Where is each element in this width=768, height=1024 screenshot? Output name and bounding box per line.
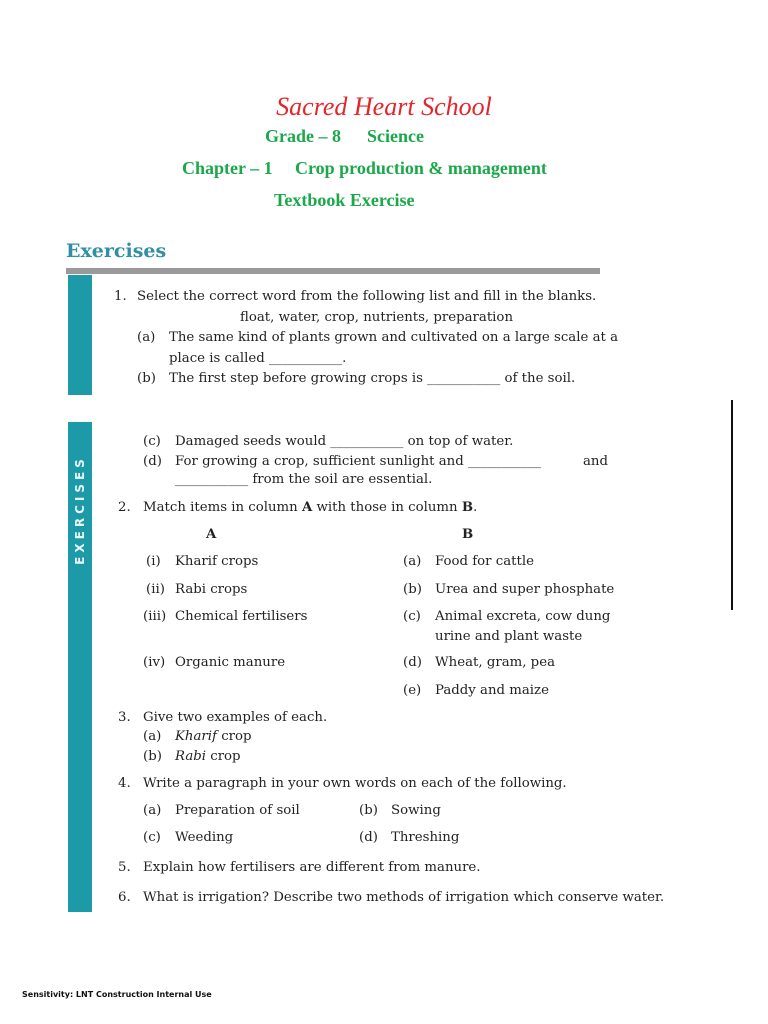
match-left-label: (i) bbox=[146, 554, 161, 569]
match-left-text: Organic manure bbox=[175, 655, 286, 670]
sidebar-label-wrap bbox=[68, 430, 92, 590]
q5-text: Explain how fertilisers are different from manure. bbox=[143, 860, 481, 875]
match-right-text-cont: urine and plant waste bbox=[435, 629, 583, 644]
match-left-label: (ii) bbox=[146, 582, 165, 597]
match-right-label: (b) bbox=[403, 582, 422, 597]
match-right-label: (d) bbox=[403, 655, 422, 670]
q3a-text bbox=[175, 730, 252, 743]
q4-number: 4. bbox=[118, 776, 131, 791]
grade: Grade – 8 bbox=[265, 126, 341, 146]
q4-item-text: Threshing bbox=[391, 830, 460, 845]
subject: Science bbox=[367, 126, 424, 146]
q1a-line2: place is called ___________. bbox=[169, 351, 347, 366]
match-right-text: Food for cattle bbox=[435, 554, 534, 569]
q2-text bbox=[143, 501, 477, 514]
q4-item-label: (a) bbox=[143, 803, 162, 818]
q2-text-mid: with those in column bbox=[312, 500, 462, 515]
column-b-header: B bbox=[462, 527, 474, 542]
q3b-text bbox=[175, 750, 241, 763]
section-title: Exercises bbox=[66, 240, 167, 262]
q5-number: 5. bbox=[118, 860, 131, 875]
margin-line bbox=[731, 400, 733, 610]
q3b-label: (b) bbox=[143, 749, 162, 764]
q1d-label: (d) bbox=[143, 454, 162, 469]
q3b-italic: Rabi bbox=[175, 749, 207, 764]
q1b-label: (b) bbox=[137, 371, 156, 386]
q2-number: 2. bbox=[118, 500, 131, 515]
q2-col-a: A bbox=[301, 500, 313, 515]
match-right-text: Urea and super phosphate bbox=[435, 582, 615, 597]
q1d-line2: ___________ from the soil are essential. bbox=[175, 472, 433, 487]
chapter-title: Crop production & management bbox=[295, 158, 547, 178]
q1c-label: (c) bbox=[143, 434, 161, 449]
school-name: Sacred Heart School bbox=[276, 92, 492, 121]
q1b-text: The first step before growing crops is ___________ of the soil. bbox=[169, 371, 576, 386]
q4-item-text: Preparation of soil bbox=[175, 803, 300, 818]
section-rule bbox=[66, 268, 600, 274]
q1-number: 1. bbox=[114, 289, 127, 304]
q3b-rest: crop bbox=[206, 749, 241, 764]
match-left-label: (iv) bbox=[143, 655, 166, 670]
match-right-label: (a) bbox=[403, 554, 422, 569]
q2-text-pre: Match items in column bbox=[143, 500, 302, 515]
q6-number: 6. bbox=[118, 890, 131, 905]
q1a-line1: The same kind of plants grown and cultivated on a large scale at a bbox=[169, 330, 618, 345]
exercise-type: Textbook Exercise bbox=[274, 190, 415, 210]
match-left-text: Kharif crops bbox=[175, 554, 259, 569]
q2-text-post: . bbox=[473, 500, 478, 515]
q4-item-label: (d) bbox=[359, 830, 378, 845]
match-left-text: Rabi crops bbox=[175, 582, 248, 597]
q3-text: Give two examples of each. bbox=[143, 710, 328, 725]
q1-text: Select the correct word from the following list and fill in the blanks. bbox=[137, 289, 597, 304]
sidebar-bar-top bbox=[68, 275, 92, 395]
match-left-label: (iii) bbox=[143, 609, 167, 624]
q4-item-text: Weeding bbox=[175, 830, 234, 845]
sidebar-label: EXERCISES bbox=[73, 455, 88, 565]
q6-text: What is irrigation? Describe two methods of irrigation which conserve water. bbox=[143, 890, 665, 905]
column-a-header: A bbox=[206, 527, 217, 542]
q4-item-text: Sowing bbox=[391, 803, 441, 818]
match-right-text: Animal excreta, cow dung bbox=[435, 609, 611, 624]
chapter-number: Chapter – 1 bbox=[182, 158, 273, 178]
q3-number: 3. bbox=[118, 710, 131, 725]
q1d-line1: For growing a crop, sufficient sunlight and ___________ bbox=[175, 454, 542, 469]
q1-wordlist: float, water, crop, nutrients, preparation bbox=[240, 310, 514, 325]
q4-text: Write a paragraph in your own words on each of the following. bbox=[143, 776, 567, 791]
q3a-label: (a) bbox=[143, 729, 162, 744]
q1a-label: (a) bbox=[137, 330, 156, 345]
match-right-text: Paddy and maize bbox=[435, 683, 549, 698]
q4-item-label: (b) bbox=[359, 803, 378, 818]
match-right-label: (e) bbox=[403, 683, 422, 698]
match-right-label: (c) bbox=[403, 609, 421, 624]
match-right-text: Wheat, gram, pea bbox=[435, 655, 555, 670]
q3a-rest: crop bbox=[216, 729, 252, 744]
sensitivity-footer: Sensitivity: LNT Construction Internal Use bbox=[22, 990, 212, 999]
q2-col-b: B bbox=[461, 500, 474, 515]
q1d-line1-end: and bbox=[583, 454, 609, 469]
q1c-text: Damaged seeds would ___________ on top of water. bbox=[175, 434, 514, 449]
q3a-italic: Kharif bbox=[175, 729, 217, 744]
q4-item-label: (c) bbox=[143, 830, 161, 845]
match-left-text: Chemical fertilisers bbox=[175, 609, 308, 624]
